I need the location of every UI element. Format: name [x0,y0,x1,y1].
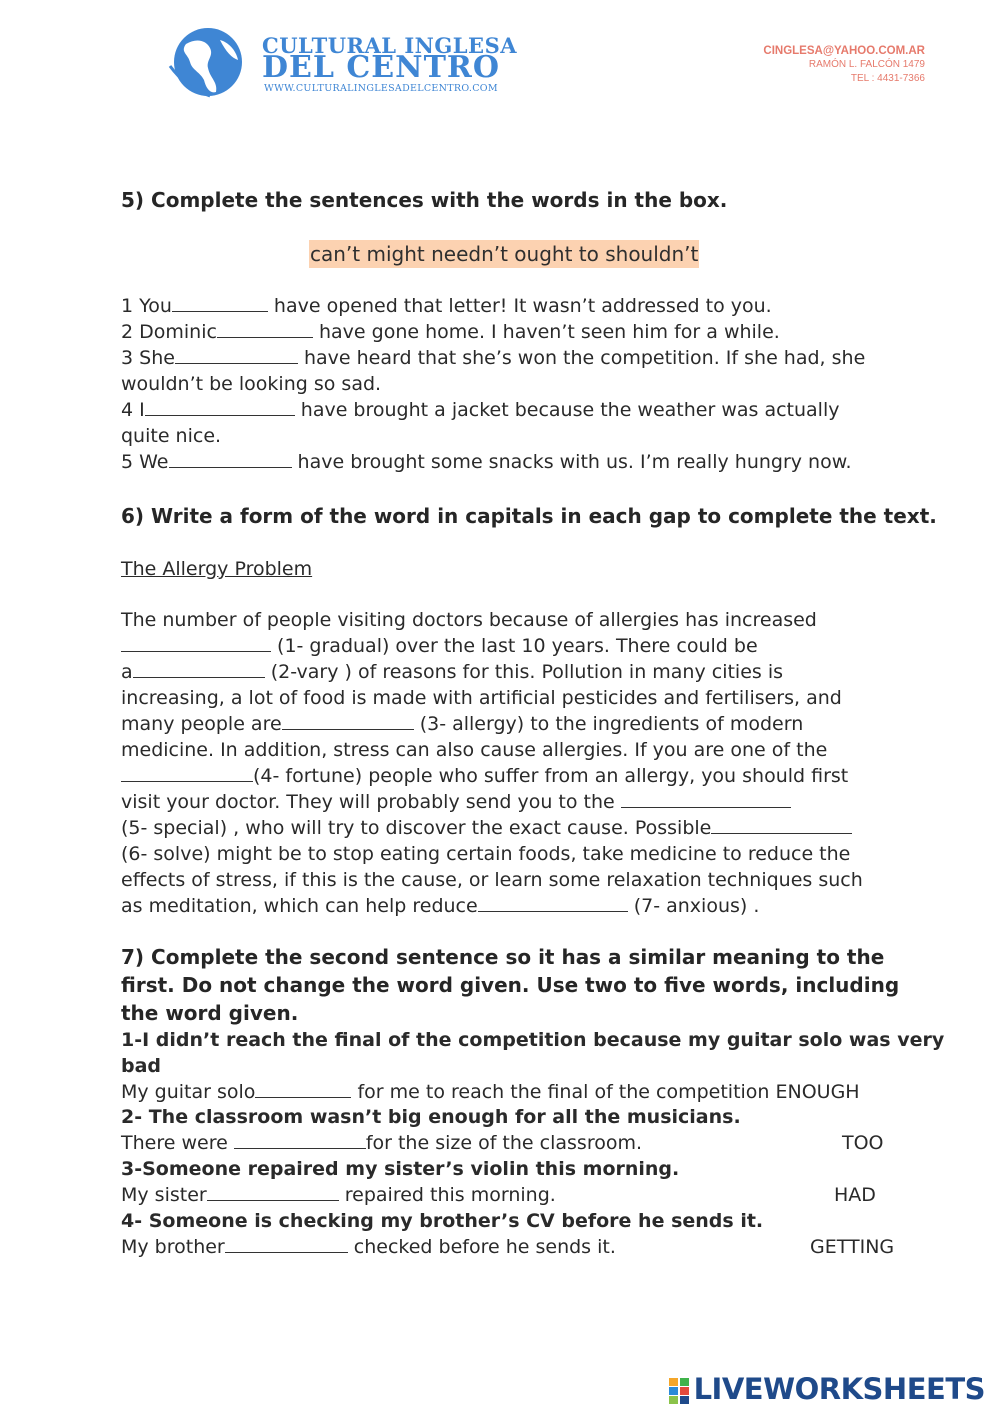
blank-5-1[interactable] [172,296,268,312]
section7-heading-l1: 7) Complete the second sentence so it has a similar meaning to the [121,945,885,969]
s5-sentence-2: 2 Dominic have gone home. I haven’t seen him for a while. [121,321,780,343]
section5-heading: 5) Complete the sentences with the words in the box. [121,188,728,212]
text-title: The Allergy Problem [121,558,313,580]
globe-logo-icon [166,26,250,98]
blank-6-1[interactable] [121,636,271,652]
brand-website: WWW.CULTURALINGLESADELCENTRO.COM [264,83,498,94]
q4: 4- Someone is checking my brother’s CV before he sends it. [121,1210,764,1232]
liveworksheets-logo: LIVEWORKSHEETS [669,1372,985,1406]
blank-7-4[interactable] [225,1237,348,1253]
s5-sentence-5: 5 We have brought some snacks with us. I’m really hungry now. [121,451,852,473]
s5-sentence-1: 1 You have opened that letter! It wasn’t addressed to you. [121,295,772,317]
blank-6-6[interactable] [711,818,852,834]
text-line-4: increasing, a lot of food is made with artificial pesticides and fertilisers, and [121,687,842,709]
blank-7-1[interactable] [255,1082,351,1098]
text-line-1: The number of people visiting doctors because of allergies has increased [121,609,817,631]
liveworksheets-mark-icon [669,1378,691,1404]
blank-5-4[interactable] [145,400,295,416]
s5-sentence-3: 3 She have heard that she’s won the competition. If she had, she [121,347,866,369]
answer-2: There were for the size of the classroom. [121,1132,643,1154]
blank-6-5[interactable] [621,792,791,808]
blank-5-5[interactable] [169,452,292,468]
contact-email: CINGLESA@YAHOO.COM.AR [763,45,925,57]
text-line-6: medicine. In addition, stress can also cause allergies. If you are one of the [121,739,828,761]
s5-sentence-4-cont: quite nice. [121,425,222,447]
answer-3: My sister repaired this morning. [121,1184,556,1206]
text-line-10: (6- solve) might be to stop eating certain foods, take medicine to reduce the [121,843,851,865]
answer-1: My guitar solo for me to reach the final of the competition ENOUGH [121,1081,860,1103]
section7-heading-l3: the word given. [121,1001,299,1025]
blank-6-2[interactable] [133,662,265,678]
s5-sentence-4: 4 I have brought a jacket because the weather was actually [121,399,840,421]
blank-6-4[interactable] [121,766,253,782]
q3: 3-Someone repaired my sister’s violin this morning. [121,1158,680,1180]
text-line-12: as meditation, which can help reduce (7- anxious) . [121,895,760,917]
blank-7-3[interactable] [207,1185,339,1201]
text-line-7: (4- fortune) people who suffer from an allergy, you should first [121,763,848,789]
blank-5-3[interactable] [175,348,298,364]
text-line-3: a (2-vary ) of reasons for this. Pollution in many cities is [121,661,784,683]
blank-6-3[interactable] [282,714,414,730]
blank-6-7[interactable] [478,896,628,912]
q1-line1: 1-I didn’t reach the final of the competition because my guitar solo was very [121,1029,945,1051]
answer-4: My brother checked before he sends it. [121,1236,616,1258]
s5-sentence-3-cont: wouldn’t be looking so sad. [121,373,382,395]
blank-7-2[interactable] [234,1133,366,1149]
keyword-too: TOO [842,1132,884,1154]
text-line-5: many people are (3- allergy) to the ingredients of modern [121,713,804,735]
contact-phone: TEL : 4431-7366 [850,73,925,84]
section6-heading: 6) Write a form of the word in capitals in each gap to complete the text. [121,504,937,528]
blank-5-2[interactable] [217,322,313,338]
text-line-8: visit your doctor. They will probably send you to the [121,789,791,815]
keyword-getting: GETTING [810,1236,895,1258]
brand-name-line2: DEL CENTRO [262,50,500,85]
contact-address: RAMÓN L. FALCÓN 1479 [808,59,925,70]
section7-heading-l2: first. Do not change the word given. Use two to five words, including [121,973,900,997]
text-line-11: effects of stress, if this is the cause, or learn some relaxation techniques such [121,869,863,891]
word-box: can’t might needn’t ought to shouldn’t [310,242,699,266]
q2: 2- The classroom wasn’t big enough for all the musicians. [121,1106,741,1128]
text-line-9: (5- special) , who will try to discover the exact cause. Possible [121,815,852,841]
text-line-2: (1- gradual) over the last 10 years. There could be [121,633,758,659]
keyword-had: HAD [834,1184,876,1206]
q1-line2: bad [121,1055,162,1077]
brand-name-line1: CULTURAL INGLESA [262,33,518,58]
